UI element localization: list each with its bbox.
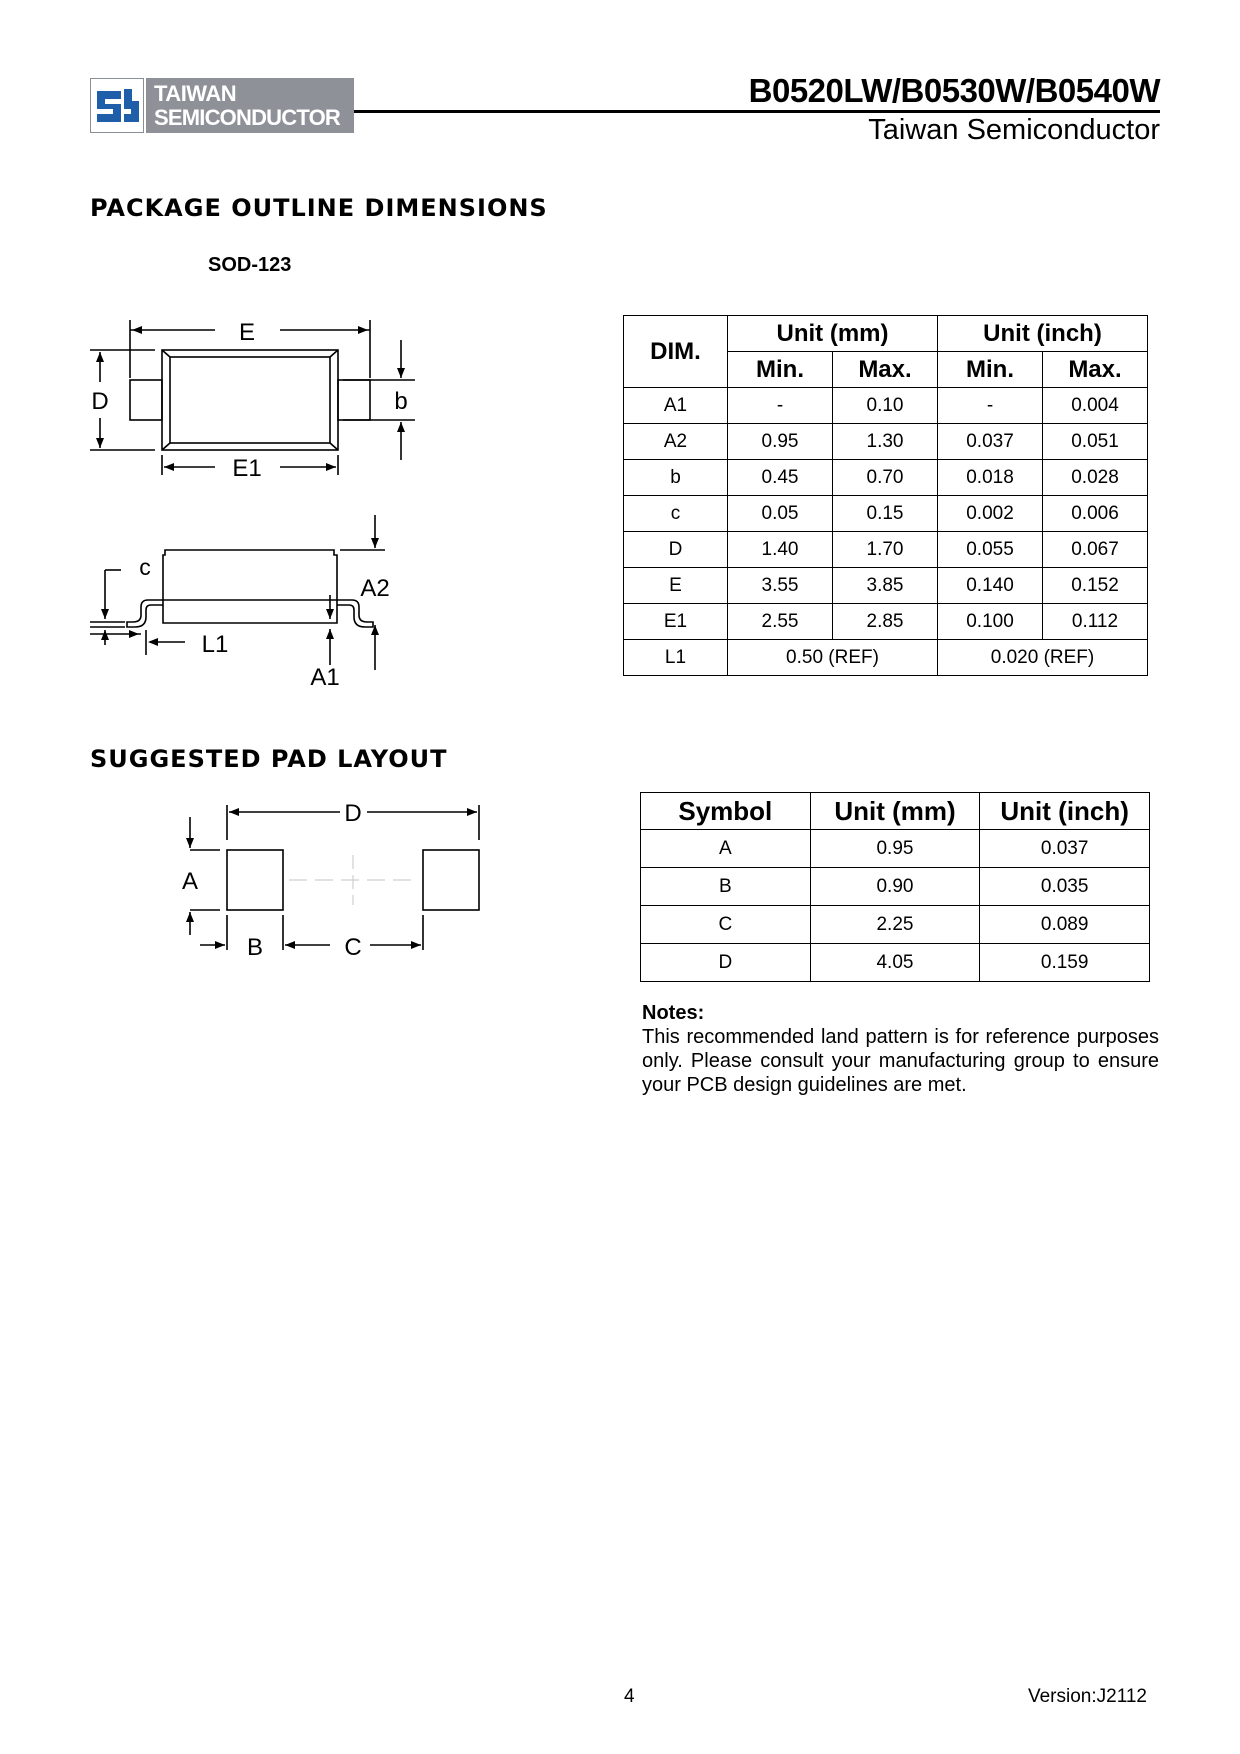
inch-cell: 0.089 bbox=[980, 906, 1150, 944]
mm-max-cell: 3.85 bbox=[833, 568, 938, 604]
mm-min-cell: 1.40 bbox=[728, 532, 833, 568]
pad-left bbox=[227, 850, 283, 910]
side-lead-left bbox=[127, 600, 163, 627]
table-header-row bbox=[641, 793, 1150, 830]
logo-line-2: SEMICONDUCTOR bbox=[154, 105, 340, 130]
notes-title: Notes: bbox=[642, 1002, 705, 1024]
mm-max-cell: 2.85 bbox=[833, 604, 938, 640]
package-outline-heading: PACKAGE OUTLINE DIMENSIONS bbox=[90, 194, 548, 222]
dim-cell: E bbox=[624, 568, 728, 604]
inch-min-cell: 0.055 bbox=[938, 532, 1043, 568]
header-rule bbox=[354, 110, 1160, 113]
logo-wordmark bbox=[146, 78, 354, 133]
label-pad-B: B bbox=[246, 934, 264, 961]
dim-cell: L1 bbox=[624, 640, 728, 676]
label-A2: A2 bbox=[360, 575, 390, 602]
mm-min-cell: 3.55 bbox=[728, 568, 833, 604]
inch-min-cell: 0.002 bbox=[938, 496, 1043, 532]
label-pad-D: D bbox=[344, 800, 362, 827]
symbol-cell: D bbox=[641, 944, 811, 982]
mm-ref-cell: 0.50 (REF) bbox=[728, 640, 938, 676]
table-row bbox=[641, 944, 1150, 982]
mm-min-cell: 2.55 bbox=[728, 604, 833, 640]
notes-block bbox=[642, 1001, 1159, 1097]
table-row bbox=[624, 604, 1148, 640]
pad-unit-mm-header: Unit (mm) bbox=[810, 793, 980, 830]
mm-min-cell: 0.05 bbox=[728, 496, 833, 532]
pad-unit-inch-header: Unit (inch) bbox=[980, 793, 1150, 830]
inch-min-cell: 0.100 bbox=[938, 604, 1043, 640]
mm-min-cell: 0.45 bbox=[728, 460, 833, 496]
side-lead-right bbox=[337, 600, 373, 627]
inch-min-cell: - bbox=[938, 388, 1043, 424]
label-b: b bbox=[394, 388, 408, 415]
mm-cell: 0.90 bbox=[810, 868, 980, 906]
table-row bbox=[624, 640, 1148, 676]
label-c: c bbox=[139, 554, 151, 580]
table-row bbox=[641, 830, 1150, 868]
table-row bbox=[624, 424, 1148, 460]
label-pad-C: C bbox=[344, 934, 362, 961]
table-row bbox=[624, 496, 1148, 532]
pad-layout-heading: SUGGESTED PAD LAYOUT bbox=[90, 745, 448, 773]
page-number: 4 bbox=[624, 1686, 635, 1707]
inch-max-cell: 0.152 bbox=[1043, 568, 1148, 604]
label-L1: L1 bbox=[201, 631, 229, 658]
mm-max-cell: 0.10 bbox=[833, 388, 938, 424]
inch-max-header: Max. bbox=[1043, 352, 1148, 388]
mm-max-cell: 1.70 bbox=[833, 532, 938, 568]
table-header-row bbox=[624, 316, 1148, 352]
label-D: D bbox=[91, 388, 109, 415]
company-logo bbox=[90, 78, 354, 133]
mm-cell: 4.05 bbox=[810, 944, 980, 982]
inch-max-cell: 0.028 bbox=[1043, 460, 1148, 496]
table-row bbox=[641, 868, 1150, 906]
dim-cell: A2 bbox=[624, 424, 728, 460]
table-row bbox=[624, 568, 1148, 604]
table-row bbox=[624, 388, 1148, 424]
dim-cell: b bbox=[624, 460, 728, 496]
logo-line-1: TAIWAN bbox=[154, 81, 237, 106]
unit-inch-header: Unit (inch) bbox=[938, 316, 1148, 352]
table-row bbox=[624, 532, 1148, 568]
mm-min-cell: 0.95 bbox=[728, 424, 833, 460]
table-row bbox=[641, 906, 1150, 944]
package-top-view-drawing bbox=[85, 310, 425, 480]
mm-max-header: Max. bbox=[833, 352, 938, 388]
inch-min-cell: 0.140 bbox=[938, 568, 1043, 604]
side-body-outline bbox=[163, 550, 337, 623]
company-name: Taiwan Semiconductor bbox=[868, 114, 1160, 146]
label-pad-A: A bbox=[181, 868, 199, 895]
part-number-title: B0520LW/B0530W/B0540W bbox=[748, 72, 1160, 109]
dim-cell: E1 bbox=[624, 604, 728, 640]
symbol-cell: C bbox=[641, 906, 811, 944]
mm-cell: 2.25 bbox=[810, 906, 980, 944]
package-dimension-table bbox=[623, 315, 1148, 676]
lead-right bbox=[338, 380, 370, 420]
inch-max-cell: 0.112 bbox=[1043, 604, 1148, 640]
unit-mm-header: Unit (mm) bbox=[728, 316, 938, 352]
logo-mark-icon bbox=[90, 78, 144, 133]
pad-dimension-table bbox=[640, 792, 1150, 982]
label-E: E bbox=[238, 319, 256, 346]
pad-layout-drawing bbox=[175, 795, 495, 960]
mm-min-header: Min. bbox=[728, 352, 833, 388]
inch-cell: 0.159 bbox=[980, 944, 1150, 982]
body-outline bbox=[162, 350, 338, 450]
notes-body: This recommended land pattern is for reference purposes only. Please consult your manufacturing group to ensure your PCB design guidelines are met. bbox=[642, 1026, 1159, 1096]
label-A1: A1 bbox=[310, 664, 340, 691]
symbol-cell: B bbox=[641, 868, 811, 906]
mm-cell: 0.95 bbox=[810, 830, 980, 868]
package-name: SOD-123 bbox=[208, 254, 292, 276]
inch-max-cell: 0.006 bbox=[1043, 496, 1148, 532]
inch-cell: 0.037 bbox=[980, 830, 1150, 868]
dim-cell: c bbox=[624, 496, 728, 532]
mm-max-cell: 0.15 bbox=[833, 496, 938, 532]
label-E1: E1 bbox=[232, 455, 262, 482]
pad-right bbox=[423, 850, 479, 910]
dim-cell: D bbox=[624, 532, 728, 568]
inch-max-cell: 0.067 bbox=[1043, 532, 1148, 568]
inch-ref-cell: 0.020 (REF) bbox=[938, 640, 1148, 676]
inch-min-cell: 0.018 bbox=[938, 460, 1043, 496]
package-side-view-drawing bbox=[85, 515, 425, 690]
inch-min-cell: 0.037 bbox=[938, 424, 1043, 460]
dim-header: DIM. bbox=[624, 316, 728, 388]
inch-max-cell: 0.051 bbox=[1043, 424, 1148, 460]
body-inner-outline bbox=[170, 357, 330, 443]
lead-left bbox=[130, 380, 162, 420]
symbol-cell: A bbox=[641, 830, 811, 868]
mm-max-cell: 1.30 bbox=[833, 424, 938, 460]
inch-max-cell: 0.004 bbox=[1043, 388, 1148, 424]
mm-min-cell: - bbox=[728, 388, 833, 424]
symbol-header: Symbol bbox=[641, 793, 811, 830]
inch-min-header: Min. bbox=[938, 352, 1043, 388]
dim-cell: A1 bbox=[624, 388, 728, 424]
table-row bbox=[624, 460, 1148, 496]
version-label: Version:J2112 bbox=[1027, 1686, 1147, 1707]
inch-cell: 0.035 bbox=[980, 868, 1150, 906]
mm-max-cell: 0.70 bbox=[833, 460, 938, 496]
